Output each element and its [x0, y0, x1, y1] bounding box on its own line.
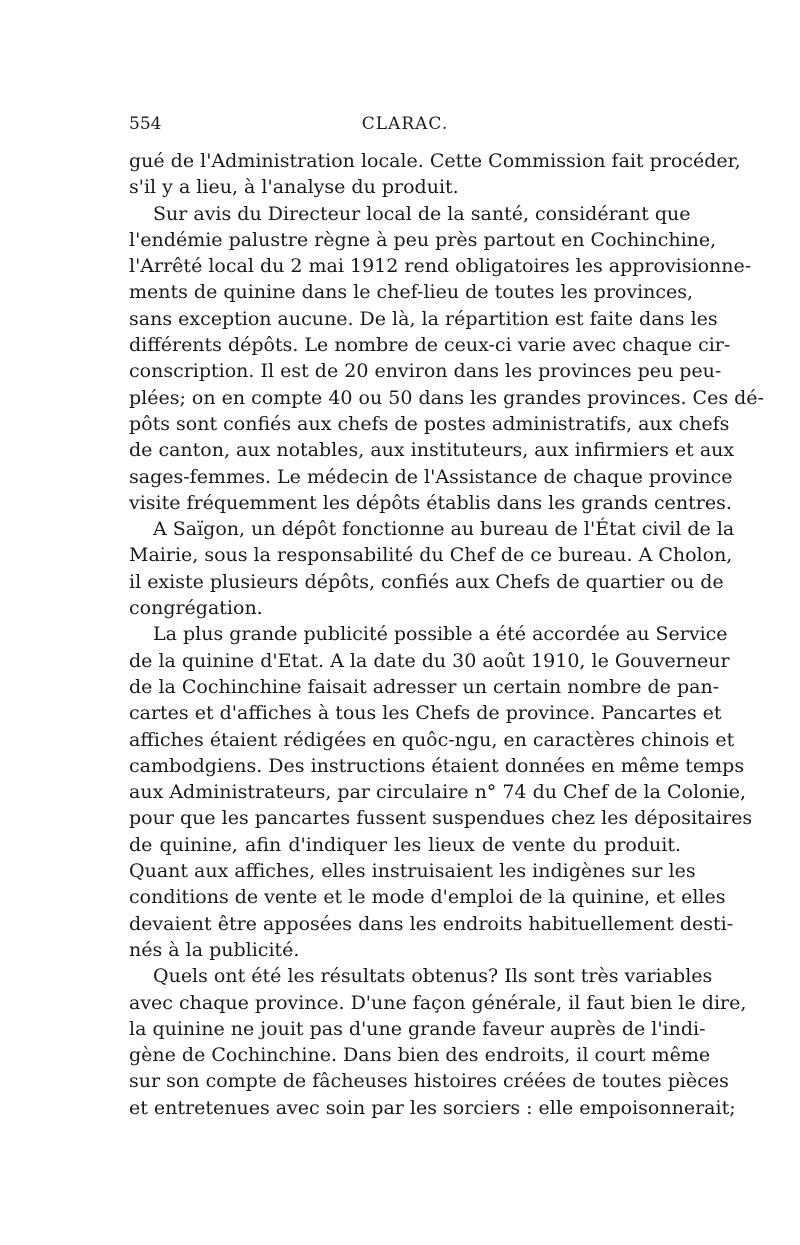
text-line: cartes et d'affiches à tous les Chefs de province. Pancartes et: [129, 702, 722, 725]
text-line: nés à la publicité.: [129, 938, 300, 961]
text-line: Quels ont été les résultats obtenus? Ils sont très variables: [153, 965, 713, 988]
text-line: ments de quinine dans le chef-lieu de toutes les provinces,: [129, 281, 694, 304]
text-line: gène de Cochinchine. Dans bien des endroits, il court même: [129, 1044, 711, 1067]
text-line: avec chaque province. D'une façon générale, il faut bien le dire,: [129, 991, 747, 1014]
text-line: A Saïgon, un dépôt fonctionne au bureau de l'État civil de la: [153, 518, 735, 541]
text-line: l'endémie palustre règne à peu près partout en Cochinchine,: [129, 228, 717, 251]
text-line: conditions de vente et le mode d'emploi de la quinine, et elles: [129, 886, 726, 909]
text-line: différents dépôts. Le nombre de ceux-ci varie avec chaque cir-: [129, 334, 731, 357]
text-line: cambodgiens. Des instructions étaient données en même temps: [129, 754, 745, 777]
text-line: l'Arrêté local du 2 mai 1912 rend obligatoires les approvisionne-: [129, 255, 752, 278]
text-line: la quinine ne jouit pas d'une grande faveur auprès de l'indi-: [129, 1017, 706, 1040]
text-line: Quant aux affiches, elles instruisaient les indigènes sur les: [129, 860, 696, 883]
text-line: conscription. Il est de 20 environ dans les provinces peu peu-: [129, 360, 722, 383]
paragraph: [129, 148, 741, 201]
text-line: affiches étaient rédigées en quôc-ngu, en caractères chinois et: [129, 728, 735, 751]
text-line: gué de l'Administration locale. Cette Commission fait procéder,: [129, 150, 741, 172]
text-line: sur son compte de fâcheuses histoires créées de toutes pièces: [129, 1070, 729, 1093]
text-line: pôts sont confiés aux chefs de postes administratifs, aux chefs: [129, 412, 730, 435]
text-line: pour que les pancartes fussent suspendues chez les dépositaires: [129, 807, 753, 830]
body-text: [129, 148, 764, 1121]
text-line: plées; on en compte 40 ou 50 dans les grandes provinces. Ces dé-: [129, 386, 764, 409]
paragraph: [129, 516, 735, 621]
text-line: aux Administrateurs, par circulaire n° 74 du Chef de la Colonie,: [129, 781, 747, 804]
text-line: congrégation.: [129, 597, 263, 620]
text-line: La plus grande publicité possible a été accordée au Service: [153, 623, 728, 646]
paragraph: [129, 621, 753, 963]
text-line: de la Cochinchine faisait adresser un certain nombre de pan-: [129, 675, 720, 698]
text-line: sans exception aucune. De là, la répartition est faite dans les: [129, 307, 718, 330]
running-title: CLARAC.: [361, 114, 449, 134]
paragraph: [129, 201, 764, 517]
text-line: sages-femmes. Le médecin de l'Assistance de chaque province: [129, 465, 733, 488]
text-line: et entretenues avec soin par les sorciers : elle empoisonnerait;: [129, 1096, 736, 1119]
running-head: [129, 112, 681, 136]
text-line: s'il y a lieu, à l'analyse du produit.: [129, 176, 459, 199]
text-line: devaient être apposées dans les endroits habituellement desti-: [129, 912, 734, 935]
text-line: de canton, aux notables, aux instituteurs, aux infirmiers et aux: [129, 439, 735, 462]
text-line: Mairie, sous la responsabilité du Chef de ce bureau. A Cholon,: [129, 544, 733, 567]
text-line: de la quinine d'Etat. A la date du 30 août 1910, le Gouverneur: [129, 649, 730, 672]
text-line: visite fréquemment les dépôts établis dans les grands centres.: [129, 491, 732, 514]
text-line: il existe plusieurs dépôts, confiés aux Chefs de quartier ou de: [129, 570, 724, 593]
page-number: 554: [129, 114, 162, 134]
paragraph: [129, 963, 747, 1121]
text-line: Sur avis du Directeur local de la santé, considérant que: [153, 202, 691, 225]
text-line: de quinine, afin d'indiquer les lieux de vente du produit.: [129, 833, 681, 856]
